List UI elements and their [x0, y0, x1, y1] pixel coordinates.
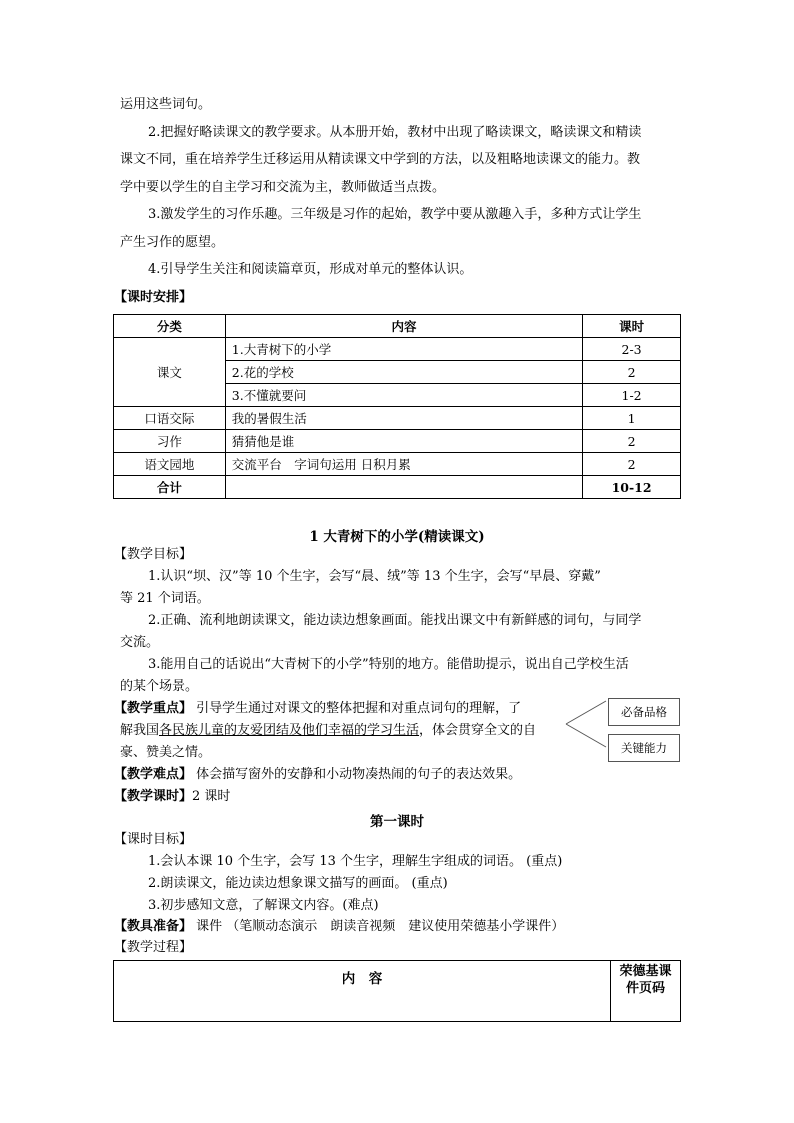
- table-row: [114, 453, 681, 476]
- prep-label: 【教具准备】: [114, 919, 193, 934]
- lesson-title: 1 大青树下的小学(精读课文): [309, 529, 485, 545]
- goal1-line1: 1.认识“坝、汉”等 10 个生字，会写“晨、绒”等 13 个生字，会写“早晨、穿戴”: [148, 569, 601, 584]
- goal3-line1: 3.能用自己的话说出“大青树下的小学”特别的地方。能借助提示，说出自己学校生活: [148, 657, 629, 672]
- total-row: [114, 476, 681, 499]
- key-points-line3: 豪、赞美之情。: [120, 745, 212, 760]
- table-row: [114, 338, 681, 361]
- intro-p2-line1: 2.把握好略读课文的教学要求。从本册开始，教材中出现了略读课文，略读课文和精读: [148, 125, 642, 140]
- prep-text: 课件 （笔顺动态演示 朗读音视频 建议使用荣德基小学课件）: [196, 919, 565, 934]
- connector-line-1: [566, 701, 606, 724]
- key-points-text2-pre: 解我国: [120, 723, 160, 738]
- process-header-row: [114, 961, 681, 1022]
- prep-line: [114, 919, 564, 935]
- period1-goals-heading: 【课时目标】: [114, 832, 193, 847]
- class-hours-line: [114, 789, 230, 805]
- table-row: [114, 430, 681, 453]
- process-heading: 【教学过程】: [114, 940, 193, 955]
- header-category: 分类: [114, 315, 226, 338]
- category-kewen: 课文: [114, 338, 226, 407]
- total-label: 合计: [114, 476, 226, 499]
- process-table: [113, 960, 681, 1022]
- table-header-row: [114, 315, 681, 338]
- difficulty-text: 体会描写窗外的安静和小动物凑热闹的句子的表达效果。: [196, 767, 522, 782]
- intro-p3-line2: 产生习作的愿望。: [120, 235, 225, 250]
- header-content: 内容: [225, 315, 582, 338]
- key-points-line1: [114, 701, 521, 717]
- category-cell: 习作: [114, 430, 226, 453]
- total-hours: 10-12: [583, 476, 681, 499]
- category-cell: 语文园地: [114, 453, 226, 476]
- intro-p4: 4.引导学生关注和阅读篇章页，形成对单元的整体认识。: [148, 262, 473, 277]
- hours-cell: 2: [583, 430, 681, 453]
- period1-goal1: 1.会认本课 10 个生字，会写 13 个生字，理解生字组成的词语。 (重点): [148, 854, 563, 869]
- key-points-underlined: 各民族儿童的友爱团结及他们幸福的学习生活: [159, 723, 420, 738]
- annotation-box-character: 必备品格: [608, 698, 680, 726]
- hours-cell: 2-3: [583, 338, 681, 361]
- content-cell: 我的暑假生活: [225, 407, 582, 430]
- goal3-line2: 的某个场景。: [120, 679, 199, 694]
- hours-cell: 2: [583, 453, 681, 476]
- table-row: [114, 407, 681, 430]
- process-header-page: 荣德基课件页码: [611, 961, 681, 1022]
- goals-heading: 【教学目标】: [114, 547, 193, 562]
- content-cell: 交流平台 字词句运用 日积月累: [225, 453, 582, 476]
- intro-p1-tail: 运用这些词句。: [120, 97, 212, 112]
- content-cell: 3.不懂就要问: [225, 384, 582, 407]
- header-hours: 课时: [583, 315, 681, 338]
- hours-cell: 2: [583, 361, 681, 384]
- key-points-line2: [120, 723, 536, 739]
- content-cell: 猜猜他是谁: [225, 430, 582, 453]
- difficulty-label: 【教学难点】: [114, 767, 193, 782]
- intro-p2-line2: 课文不同，重在培养学生迁移运用从精读课文中学到的方法，以及粗略地读课文的能力。教: [120, 152, 641, 167]
- key-points-label: 【教学重点】: [114, 701, 193, 716]
- category-cell: 口语交际: [114, 407, 226, 430]
- total-content: [225, 476, 582, 499]
- hours-cell: 1: [583, 407, 681, 430]
- period1-title: 第一课时: [370, 814, 424, 830]
- connector-line-2: [566, 724, 606, 747]
- content-cell: 1.大青树下的小学: [225, 338, 582, 361]
- key-points-text1: 引导学生通过对课文的整体把握和对重点词句的理解，了: [196, 701, 522, 716]
- content-cell: 2.花的学校: [225, 361, 582, 384]
- goal1-line2: 等 21 个词语。: [120, 591, 210, 606]
- process-header-content: 内 容: [114, 961, 611, 1022]
- period1-goal2: 2.朗读课文，能边读边想象课文描写的画面。 (重点): [148, 876, 448, 891]
- class-hours-label: 【教学课时】: [114, 789, 193, 804]
- key-points-text2-post: ，体会贯穿全文的自: [419, 723, 537, 738]
- intro-p3-line1: 3.激发学生的习作乐趣。三年级是习作的起始，教学中要从激趣入手，多种方式让学生: [148, 207, 642, 222]
- schedule-heading: 【课时安排】: [114, 290, 193, 305]
- class-hours-text: 2 课时: [192, 789, 231, 804]
- schedule-table: [113, 314, 681, 499]
- hours-cell: 1-2: [583, 384, 681, 407]
- period1-goal3: 3.初步感知文意，了解课文内容。(难点): [148, 898, 379, 913]
- intro-p2-line3: 学中要以学生的自主学习和交流为主，教师做适当点拨。: [120, 180, 446, 195]
- difficulty-line: [114, 767, 521, 783]
- goal2-line2: 交流。: [120, 635, 160, 650]
- annotation-box-ability: 关键能力: [608, 734, 680, 762]
- goal2-line1: 2.正确、流利地朗读课文，能边读边想象画面。能找出课文中有新鲜感的词句，与同学: [148, 613, 642, 628]
